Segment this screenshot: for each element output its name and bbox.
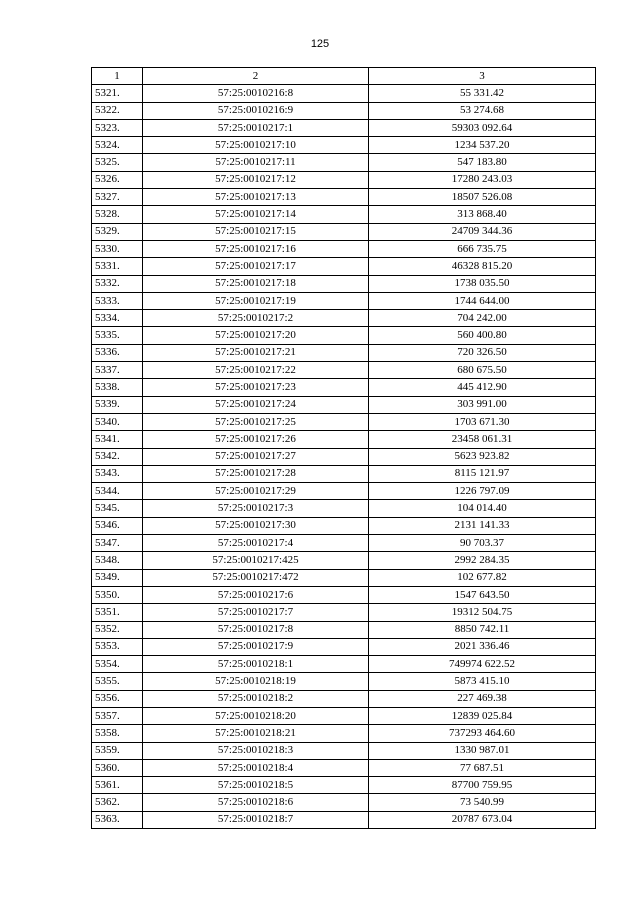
table-row bbox=[92, 690, 596, 707]
cadastral-value-cell: 704 242.00 bbox=[369, 310, 596, 327]
row-number-cell: 5348. bbox=[92, 552, 143, 569]
cadastral-value-cell: 20787 673.04 bbox=[369, 811, 596, 828]
table-row bbox=[92, 379, 596, 396]
cadastral-number-cell: 57:25:0010218:1 bbox=[143, 656, 369, 673]
table-row bbox=[92, 310, 596, 327]
cadastral-value-cell: 666 735.75 bbox=[369, 240, 596, 257]
table-row bbox=[92, 223, 596, 240]
cadastral-value-cell: 12839 025.84 bbox=[369, 707, 596, 724]
cadastral-value-cell: 73 540.99 bbox=[369, 794, 596, 811]
table-row bbox=[92, 483, 596, 500]
cadastral-number-cell: 57:25:0010218:4 bbox=[143, 759, 369, 776]
cadastral-number-cell: 57:25:0010217:8 bbox=[143, 621, 369, 638]
cadastral-number-cell: 57:25:0010217:10 bbox=[143, 137, 369, 154]
row-number-cell: 5335. bbox=[92, 327, 143, 344]
row-number-cell: 5342. bbox=[92, 448, 143, 465]
row-number-cell: 5347. bbox=[92, 535, 143, 552]
cadastral-number-cell: 57:25:0010217:27 bbox=[143, 448, 369, 465]
row-number-cell: 5352. bbox=[92, 621, 143, 638]
cadastral-number-cell: 57:25:0010217:472 bbox=[143, 569, 369, 586]
table-row bbox=[92, 431, 596, 448]
cadastral-value-cell: 1703 671.30 bbox=[369, 413, 596, 430]
table-row bbox=[92, 535, 596, 552]
cadastral-number-cell: 57:25:0010217:23 bbox=[143, 379, 369, 396]
row-number-cell: 5357. bbox=[92, 707, 143, 724]
table-row bbox=[92, 275, 596, 292]
cadastral-number-cell: 57:25:0010217:4 bbox=[143, 535, 369, 552]
cadastral-number-cell: 57:25:0010217:30 bbox=[143, 517, 369, 534]
row-number-cell: 5330. bbox=[92, 240, 143, 257]
cadastral-number-cell: 57:25:0010218:7 bbox=[143, 811, 369, 828]
cadastral-number-cell: 57:25:0010217:14 bbox=[143, 206, 369, 223]
table-row bbox=[92, 465, 596, 482]
cadastral-number-cell: 57:25:0010217:24 bbox=[143, 396, 369, 413]
cadastral-number-cell: 57:25:0010217:16 bbox=[143, 240, 369, 257]
row-number-cell: 5362. bbox=[92, 794, 143, 811]
cadastral-number-cell: 57:25:0010217:12 bbox=[143, 171, 369, 188]
cadastral-value-cell: 547 183.80 bbox=[369, 154, 596, 171]
row-number-cell: 5329. bbox=[92, 223, 143, 240]
cadastral-value-cell: 2131 141.33 bbox=[369, 517, 596, 534]
cadastral-value-cell: 8850 742.11 bbox=[369, 621, 596, 638]
row-number-cell: 5351. bbox=[92, 604, 143, 621]
cadastral-value-cell: 55 331.42 bbox=[369, 85, 596, 102]
cadastral-value-cell: 59303 092.64 bbox=[369, 119, 596, 136]
row-number-cell: 5322. bbox=[92, 102, 143, 119]
cadastral-value-cell: 24709 344.36 bbox=[369, 223, 596, 240]
cadastral-value-cell: 303 991.00 bbox=[369, 396, 596, 413]
table-row bbox=[92, 517, 596, 534]
column-header-cadastral-number: 2 bbox=[143, 68, 369, 85]
row-number-cell: 5346. bbox=[92, 517, 143, 534]
table-row bbox=[92, 604, 596, 621]
table-row bbox=[92, 777, 596, 794]
table-row bbox=[92, 742, 596, 759]
cadastral-number-cell: 57:25:0010217:28 bbox=[143, 465, 369, 482]
cadastral-value-cell: 53 274.68 bbox=[369, 102, 596, 119]
table-row bbox=[92, 206, 596, 223]
row-number-cell: 5340. bbox=[92, 413, 143, 430]
cadastral-number-cell: 57:25:0010218:6 bbox=[143, 794, 369, 811]
row-number-cell: 5345. bbox=[92, 500, 143, 517]
row-number-cell: 5353. bbox=[92, 638, 143, 655]
cadastral-value-cell: 749974 622.52 bbox=[369, 656, 596, 673]
cadastral-value-cell: 1547 643.50 bbox=[369, 586, 596, 603]
cadastral-number-cell: 57:25:0010216:9 bbox=[143, 102, 369, 119]
cadastral-value-cell: 46328 815.20 bbox=[369, 258, 596, 275]
row-number-cell: 5321. bbox=[92, 85, 143, 102]
table-row bbox=[92, 725, 596, 742]
cadastral-number-cell: 57:25:0010217:15 bbox=[143, 223, 369, 240]
cadastral-value-cell: 720 326.50 bbox=[369, 344, 596, 361]
cadastral-value-cell: 18507 526.08 bbox=[369, 189, 596, 206]
table-row bbox=[92, 344, 596, 361]
table-row bbox=[92, 292, 596, 309]
table-row bbox=[92, 171, 596, 188]
row-number-cell: 5339. bbox=[92, 396, 143, 413]
cadastral-value-cell: 23458 061.31 bbox=[369, 431, 596, 448]
cadastral-number-cell: 57:25:0010217:29 bbox=[143, 483, 369, 500]
row-number-cell: 5341. bbox=[92, 431, 143, 448]
table-row bbox=[92, 673, 596, 690]
row-number-cell: 5324. bbox=[92, 137, 143, 154]
table-row bbox=[92, 448, 596, 465]
row-number-cell: 5343. bbox=[92, 465, 143, 482]
table-row bbox=[92, 586, 596, 603]
cadastral-value-cell: 1226 797.09 bbox=[369, 483, 596, 500]
cadastral-value-cell: 104 014.40 bbox=[369, 500, 596, 517]
cadastral-value-cell: 737293 464.60 bbox=[369, 725, 596, 742]
row-number-cell: 5354. bbox=[92, 656, 143, 673]
table-row bbox=[92, 552, 596, 569]
cadastral-value-cell: 17280 243.03 bbox=[369, 171, 596, 188]
row-number-cell: 5359. bbox=[92, 742, 143, 759]
row-number-cell: 5338. bbox=[92, 379, 143, 396]
cadastral-value-cell: 2992 284.35 bbox=[369, 552, 596, 569]
cadastral-value-cell: 1738 035.50 bbox=[369, 275, 596, 292]
cadastral-number-cell: 57:25:0010217:1 bbox=[143, 119, 369, 136]
row-number-cell: 5355. bbox=[92, 673, 143, 690]
cadastral-number-cell: 57:25:0010218:21 bbox=[143, 725, 369, 742]
row-number-cell: 5328. bbox=[92, 206, 143, 223]
row-number-cell: 5350. bbox=[92, 586, 143, 603]
cadastral-number-cell: 57:25:0010217:11 bbox=[143, 154, 369, 171]
cadastral-number-cell: 57:25:0010217:18 bbox=[143, 275, 369, 292]
table-row bbox=[92, 500, 596, 517]
cadastral-value-cell: 680 675.50 bbox=[369, 362, 596, 379]
row-number-cell: 5331. bbox=[92, 258, 143, 275]
cadastral-number-cell: 57:25:0010217:22 bbox=[143, 362, 369, 379]
table-row bbox=[92, 396, 596, 413]
cadastral-number-cell: 57:25:0010217:7 bbox=[143, 604, 369, 621]
cadastral-number-cell: 57:25:0010217:17 bbox=[143, 258, 369, 275]
row-number-cell: 5360. bbox=[92, 759, 143, 776]
cadastral-value-cell: 227 469.38 bbox=[369, 690, 596, 707]
cadastral-value-cell: 77 687.51 bbox=[369, 759, 596, 776]
row-number-cell: 5334. bbox=[92, 310, 143, 327]
table-row bbox=[92, 362, 596, 379]
cadastral-value-cell: 560 400.80 bbox=[369, 327, 596, 344]
row-number-cell: 5337. bbox=[92, 362, 143, 379]
cadastral-number-cell: 57:25:0010218:20 bbox=[143, 707, 369, 724]
table-row bbox=[92, 102, 596, 119]
table-row bbox=[92, 119, 596, 136]
cadastral-value-cell: 8115 121.97 bbox=[369, 465, 596, 482]
cadastral-value-cell: 90 703.37 bbox=[369, 535, 596, 552]
cadastral-value-cell: 87700 759.95 bbox=[369, 777, 596, 794]
table-header-row bbox=[92, 68, 596, 85]
cadastral-number-cell: 57:25:0010217:20 bbox=[143, 327, 369, 344]
table-row bbox=[92, 258, 596, 275]
column-header-number: 1 bbox=[92, 68, 143, 85]
table-body bbox=[92, 85, 596, 829]
cadastral-number-cell: 57:25:0010218:19 bbox=[143, 673, 369, 690]
row-number-cell: 5325. bbox=[92, 154, 143, 171]
table-row bbox=[92, 189, 596, 206]
table-row bbox=[92, 759, 596, 776]
cadastral-number-cell: 57:25:0010217:21 bbox=[143, 344, 369, 361]
cadastral-value-table bbox=[91, 67, 596, 829]
table-row bbox=[92, 154, 596, 171]
cadastral-number-cell: 57:25:0010217:3 bbox=[143, 500, 369, 517]
row-number-cell: 5323. bbox=[92, 119, 143, 136]
table-row bbox=[92, 707, 596, 724]
table-row bbox=[92, 327, 596, 344]
cadastral-value-cell: 5873 415.10 bbox=[369, 673, 596, 690]
cadastral-number-cell: 57:25:0010217:19 bbox=[143, 292, 369, 309]
table-row bbox=[92, 137, 596, 154]
page-number: 125 bbox=[310, 38, 330, 50]
cadastral-value-cell: 445 412.90 bbox=[369, 379, 596, 396]
row-number-cell: 5344. bbox=[92, 483, 143, 500]
cadastral-number-cell: 57:25:0010218:5 bbox=[143, 777, 369, 794]
cadastral-number-cell: 57:25:0010217:25 bbox=[143, 413, 369, 430]
cadastral-value-cell: 5623 923.82 bbox=[369, 448, 596, 465]
cadastral-value-cell: 1234 537.20 bbox=[369, 137, 596, 154]
cadastral-value-cell: 102 677.82 bbox=[369, 569, 596, 586]
row-number-cell: 5326. bbox=[92, 171, 143, 188]
row-number-cell: 5356. bbox=[92, 690, 143, 707]
cadastral-value-cell: 1744 644.00 bbox=[369, 292, 596, 309]
table-row bbox=[92, 794, 596, 811]
row-number-cell: 5358. bbox=[92, 725, 143, 742]
cadastral-number-cell: 57:25:0010217:13 bbox=[143, 189, 369, 206]
table-row bbox=[92, 569, 596, 586]
row-number-cell: 5327. bbox=[92, 189, 143, 206]
row-number-cell: 5333. bbox=[92, 292, 143, 309]
row-number-cell: 5336. bbox=[92, 344, 143, 361]
cadastral-number-cell: 57:25:0010216:8 bbox=[143, 85, 369, 102]
cadastral-number-cell: 57:25:0010218:2 bbox=[143, 690, 369, 707]
table-row bbox=[92, 240, 596, 257]
cadastral-number-cell: 57:25:0010217:2 bbox=[143, 310, 369, 327]
cadastral-number-cell: 57:25:0010218:3 bbox=[143, 742, 369, 759]
row-number-cell: 5363. bbox=[92, 811, 143, 828]
row-number-cell: 5332. bbox=[92, 275, 143, 292]
table-row bbox=[92, 621, 596, 638]
table-row bbox=[92, 413, 596, 430]
cadastral-number-cell: 57:25:0010217:6 bbox=[143, 586, 369, 603]
row-number-cell: 5361. bbox=[92, 777, 143, 794]
cadastral-value-cell: 313 868.40 bbox=[369, 206, 596, 223]
cadastral-number-cell: 57:25:0010217:425 bbox=[143, 552, 369, 569]
table-row bbox=[92, 638, 596, 655]
cadastral-number-cell: 57:25:0010217:26 bbox=[143, 431, 369, 448]
cadastral-value-cell: 19312 504.75 bbox=[369, 604, 596, 621]
cadastral-value-cell: 2021 336.46 bbox=[369, 638, 596, 655]
row-number-cell: 5349. bbox=[92, 569, 143, 586]
table-row bbox=[92, 85, 596, 102]
table-row bbox=[92, 811, 596, 828]
table-row bbox=[92, 656, 596, 673]
cadastral-number-cell: 57:25:0010217:9 bbox=[143, 638, 369, 655]
cadastral-value-cell: 1330 987.01 bbox=[369, 742, 596, 759]
column-header-value: 3 bbox=[369, 68, 596, 85]
